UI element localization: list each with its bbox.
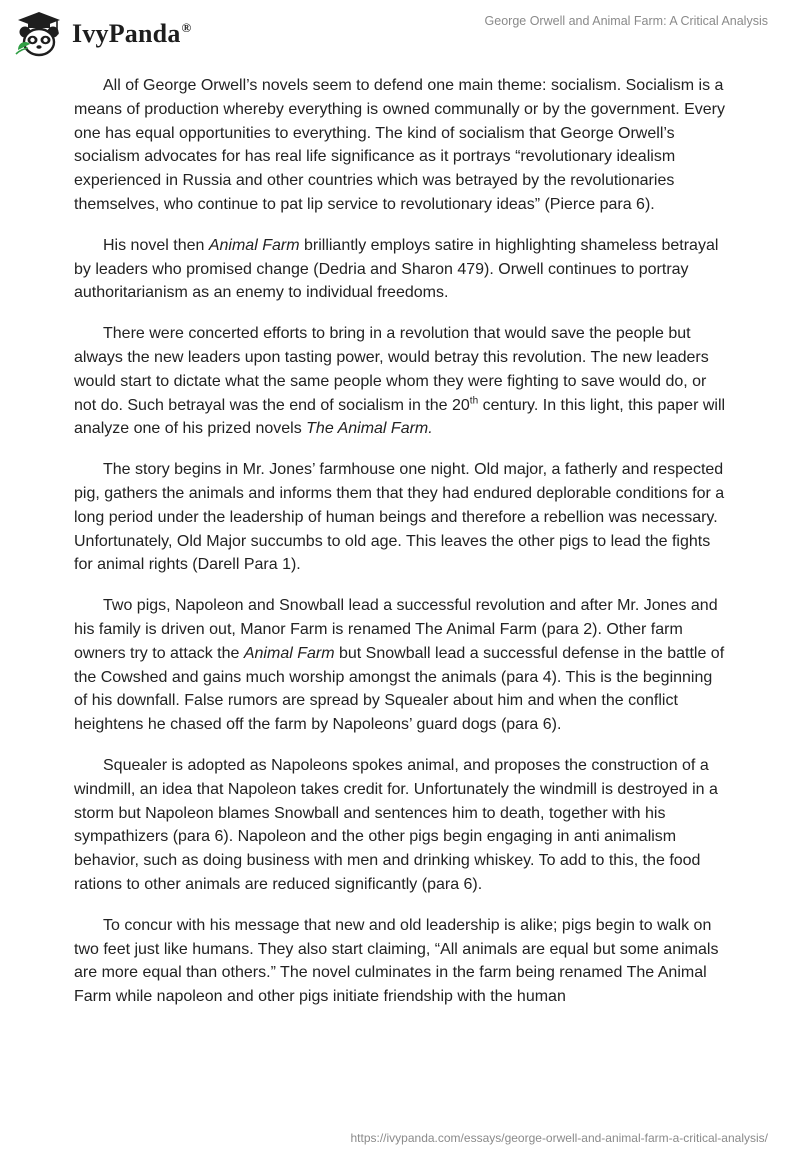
brand-label: IvyPanda — [72, 19, 181, 48]
body-paragraph — [74, 234, 730, 305]
superscript-text: th — [469, 395, 479, 407]
paragraph-text: His novel then — [103, 236, 209, 254]
paragraph-text: century. In this light, this paper will analyze one of his prized novels — [74, 396, 726, 438]
paragraph-text: All of George Orwell’s novels seem to defend one main theme: socialism. Socialism is a means of production whereby everything is owned communally or by the government. Every one has equal opportunities to everything. The kind of socialism that George Orwell’s socialism advocates for has real life significance as it portrays “revolutionary idealism experienced in Russia and other countries which was betrayed by the revolutionaries themselves, who continue to pat lip service to revolutionary ideas” (Pierce para 6). — [74, 77, 725, 213]
paragraph-text: Squealer is adopted as Napoleons spokes animal, and proposes the construction of a windmill, an idea that Napoleon takes credit for. Unfortunately the windmill is destroyed in a storm but Napoleon blames Snowball and sentences him to death, together with his sympathizers (para 6). Napoleon and the other pigs begin engaging in anti animalism behavior, such as doing business with men and drinking whiskey. To add to this, the food rations to other animals are reduced significantly (para 6). — [74, 756, 718, 893]
source-url[interactable]: https://ivypanda.com/essays/george-orwell-and-animal-farm-a-critical-analysis/ — [350, 1131, 768, 1145]
brand-name — [72, 19, 191, 49]
paragraph-text: To concur with his message that new and old leadership is alike; pigs begin to walk on two feet just like humans. They also start claiming, “All animals are equal but some animals are more equal than others.” The novel culminates in the farm being renamed The Animal Farm while napoleon and other pigs initiate friendship with the human — [74, 916, 719, 1006]
body-paragraph — [74, 594, 730, 737]
paragraph-text: The story begins in Mr. Jones’ farmhouse one night. Old major, a fatherly and respected pig, gathers the animals and informs them that they had endured deplorable conditions for a long period under the leadership of human beings and therefore a rebellion was necessary. Unfortunately, Old Major succumbs to old age. This leaves the other pigs to lead the fights for animal rights (Darell Para 1). — [74, 461, 725, 574]
body-paragraph — [74, 74, 730, 217]
registered-mark: ® — [181, 20, 192, 36]
site-logo[interactable] — [14, 10, 191, 58]
italic-title: Animal Farm — [208, 236, 300, 254]
paragraph-text: but Snowball lead a successful defense in the battle of the Cowshed and gains much worship amongst the animals (para 4). This is the beginning of his downfall. False rumors are spread by Squealer about him and when the conflict heightens he chased off the farm by Napoleons’ guard dogs (para 6). — [74, 644, 725, 734]
essay-body — [74, 74, 730, 1026]
document-title: George Orwell and Animal Farm: A Critical Analysis — [484, 14, 768, 28]
body-paragraph — [74, 914, 730, 1009]
paragraph-text: Two pigs, Napoleon and Snowball lead a successful revolution and after Mr. Jones and his family is driven out, Manor Farm is renamed The Animal Farm (para 2). Other farm owners try to attack the — [74, 597, 718, 662]
paragraph-text: brilliantly employs satire in highlighting shameless betrayal by leaders who promised change (Dedria and Sharon 479). Orwell continues to portray authoritarianism as an enemy to individual freedoms. — [74, 236, 719, 302]
paragraph-text: There were concerted efforts to bring in a revolution that would save the people but always the new leaders upon tasting power, would betray this revolution. The new leaders would start to dictate what the same people whom they were fighting to save would do, or not do. Such betrayal was the end of socialism in the 20 — [74, 325, 709, 414]
body-paragraph — [74, 754, 730, 897]
panda-graduate-icon — [14, 10, 64, 58]
body-paragraph — [74, 322, 730, 441]
body-paragraph — [74, 458, 730, 577]
italic-title: Animal Farm — [243, 644, 335, 662]
italic-title: The Animal Farm. — [306, 420, 433, 438]
